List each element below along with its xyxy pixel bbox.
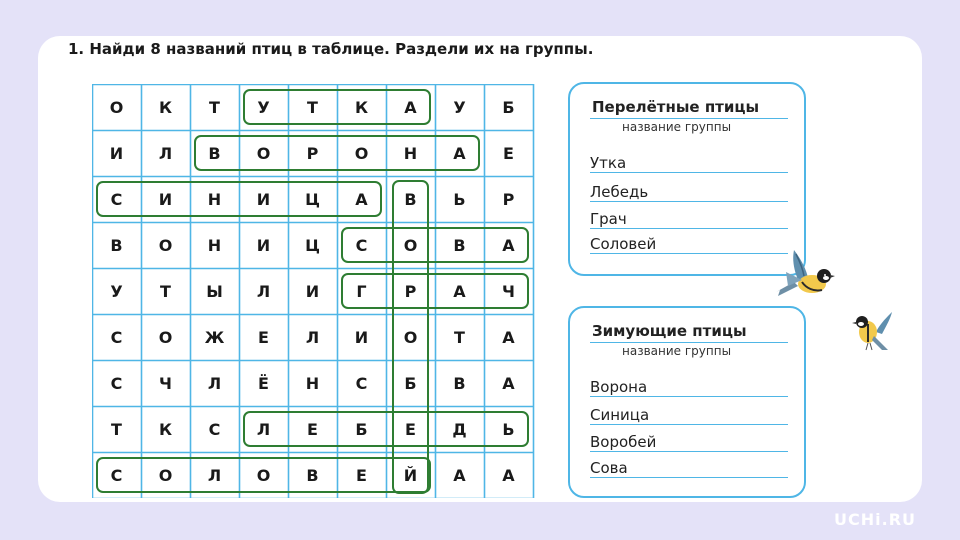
bird-item: Ворона [590,378,648,396]
grid-cell: И [305,281,320,301]
grid-cell: Е [356,465,367,485]
grid-cell: Т [160,281,171,301]
title-line [590,342,788,343]
grid-cell: А [453,143,466,163]
grid-cell: Е [503,143,514,163]
grid-cell: Н [403,143,418,163]
grid-cell: Б [502,97,515,117]
grid-cell: У [257,97,270,117]
group-subtitle: название группы [622,344,732,358]
grid-cell: С [110,465,123,485]
grid-cell: С [110,327,123,347]
grid-cell: Л [256,281,271,301]
answer-line [590,477,788,478]
grid-cell: И [256,189,271,209]
bird-item: Воробей [590,433,657,451]
grid-cell: Е [258,327,269,347]
grid-cell: Ц [305,189,320,209]
grid-cell: Ё [258,373,269,393]
bird-item: Сова [590,459,628,477]
grid-cell: Й [403,465,418,485]
grid-cell: Н [207,189,222,209]
bird-item: Грач [590,210,627,228]
grid-cell: О [158,465,173,485]
grid-cell: К [158,97,173,117]
task-title: 1. Найди 8 названий птиц в таблице. Раздели их на группы. [68,40,594,58]
grid-cell: О [158,235,173,255]
grid-cell: Л [158,143,173,163]
grid-cell: А [502,373,515,393]
grid-cell: Л [207,373,222,393]
titmouse-flying-illustration [772,246,836,304]
group-title: Перелётные птицы [592,98,760,116]
grid-cell: Р [404,281,417,301]
grid-cell: Л [207,465,222,485]
grid-cell: Д [452,419,467,439]
grid-cell: А [355,189,368,209]
grid-cell: Л [256,419,271,439]
grid-cell: О [403,327,418,347]
grid-cell: Т [307,97,318,117]
grid-cell: И [158,189,173,209]
group-card-wintering [568,306,806,498]
grid-cell: О [158,327,173,347]
group-title: Зимующие птицы [592,322,747,340]
grid-cell: А [453,281,466,301]
grid-cell: С [208,419,221,439]
answer-line [590,396,788,397]
grid-cell: В [404,189,417,209]
grid-cell: Т [454,327,465,347]
grid-cell: Ь [502,419,515,439]
grid-cell: А [404,97,417,117]
grid-cell: О [354,143,369,163]
letter-grid [92,84,535,498]
grid-cell: В [110,235,123,255]
grid-cell: С [355,235,368,255]
bird-item: Синица [590,406,650,424]
bird-item: Соловей [590,235,657,253]
grid-cell: Л [305,327,320,347]
grid-cell: О [256,465,271,485]
grid-cell: Т [209,97,220,117]
titmouse-perched-illustration [852,310,894,354]
answer-line [590,424,788,425]
grid-cell: С [110,373,123,393]
grid-cell: В [208,143,221,163]
grid-cell: У [453,97,466,117]
grid-cell: В [306,465,319,485]
grid-cell: Ж [204,327,225,347]
grid-cell: К [354,97,369,117]
grid-cell: Т [111,419,122,439]
grid-cell: Ц [305,235,320,255]
group-subtitle: название группы [622,120,732,134]
grid-cell: Г [356,281,367,301]
grid-cell: А [502,327,515,347]
grid-cell: С [110,189,123,209]
title-line [590,118,788,119]
grid-cell: Е [405,419,416,439]
grid-cell: В [453,235,466,255]
grid-cell: Б [355,419,368,439]
bird-item: Утка [590,154,627,172]
grid-cell: Ч [502,281,515,301]
grid-cell: О [109,97,124,117]
grid-cell: Р [502,189,515,209]
grid-cell: С [355,373,368,393]
answer-line [590,253,788,254]
grid-cell: Р [306,143,319,163]
grid-cell: Е [307,419,318,439]
uchi-logo: UCHi.RU [834,510,916,529]
grid-cell: А [453,465,466,485]
answer-line [590,451,788,452]
grid-cell: А [502,465,515,485]
grid-cell: К [158,419,173,439]
grid-cell: И [109,143,124,163]
grid-cell: Ь [453,189,466,209]
grid-cell: Ч [159,373,172,393]
grid-cell: Н [305,373,320,393]
grid-cell: Ы [206,281,223,301]
grid-cell: И [256,235,271,255]
answer-line [590,201,788,202]
bird-item: Лебедь [590,183,649,201]
answer-line [590,228,788,229]
grid-cell: Н [207,235,222,255]
grid-cell: У [110,281,123,301]
grid-cell: Б [404,373,417,393]
grid-cell: О [256,143,271,163]
grid-cell: А [502,235,515,255]
answer-line [590,172,788,173]
grid-cell: В [453,373,466,393]
grid-cell: О [403,235,418,255]
grid-cell: И [354,327,369,347]
group-card-migratory [568,82,806,276]
